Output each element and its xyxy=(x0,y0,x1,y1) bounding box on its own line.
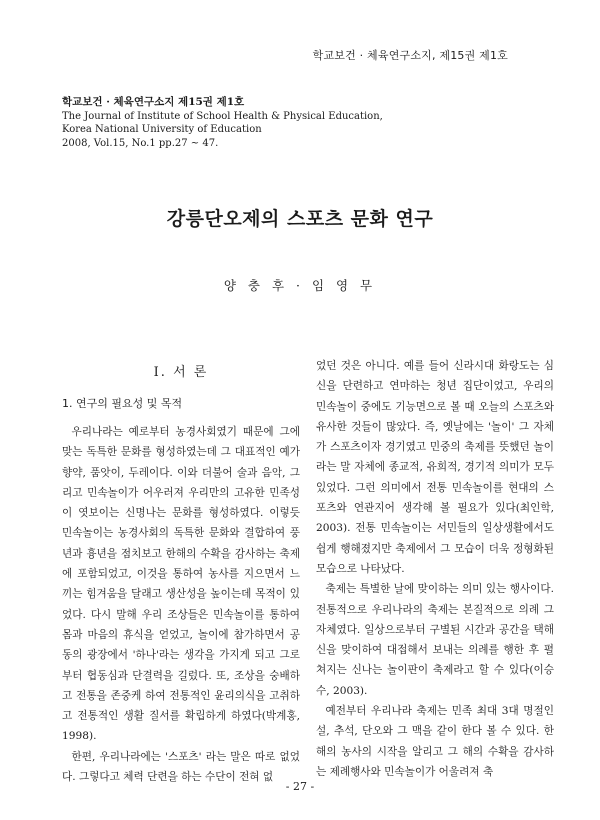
running-header: 학교보건 · 체육연구소지, 제15권 제1호 xyxy=(312,49,508,62)
journal-citation: 2008, Vol.15, No.1 pp.27 ~ 47. xyxy=(62,137,219,149)
right-column xyxy=(316,356,554,782)
body-paragraph: 었던 것은 아니다. 예를 들어 신라시대 화랑도는 심신을 단련하고 연마하는 청년 집단이었고, 우리의 민속놀이 중에도 기능면으로 볼 때 오늘의 스포츠와 유사한 것들이 많았다. 즉, 옛날에는 '놀이' 그 자체가 스포츠이자 경기였고 민중의 축제를 뜻했던 놀이라는 말 자체에 종교적, 유희적, 경기적 의미가 모두 있었다. 그런 의미에서 전통 민속놀이를 현대의 스포츠와 연관지어 생각해 볼 필요가 있다(최인학, 2003). 전통 민속놀이는 서민들의 일상생활에서도 쉽게 행해졌지만 축제에서 그 모습이 더욱 정형화된 모습으로 나타났다. xyxy=(316,360,554,575)
paper-title: 강릉단오제의 스포츠 문화 연구 xyxy=(166,208,434,230)
page-number: - 27 - xyxy=(285,780,315,793)
journal-english-name: The Journal of Institute of School Health & Physical Education, xyxy=(62,110,383,122)
body-paragraph: 한편, 우리나라에는 '스포츠' 라는 말은 따로 없었다. 그렇다고 체력 단련을 하는 수단이 전혀 없 xyxy=(62,750,300,784)
body-paragraph: 축제는 특별한 날에 맞이하는 의미 있는 행사이다. 전통적으로 우리나라의 축제는 본질적으로 의례 그 자체였다. 일상으로부터 구별된 시간과 공간을 택해 신을 맞이하여 대접해서 보내는 의례를 행한 후 펼쳐지는 신나는 놀이판이 축제라고 할 수 있다(이승수, 2003). xyxy=(316,583,554,697)
subsection-heading: 1. 연구의 필요성 및 목적 xyxy=(62,397,183,410)
journal-info xyxy=(62,96,482,150)
journal-korean-name: 학교보건 · 체육연구소지 제15권 제1호 xyxy=(62,96,245,108)
journal-institution: Korea National University of Education xyxy=(62,124,262,135)
authors: 양 충 후 · 임 영 무 xyxy=(223,278,377,293)
body-paragraph: 예전부터 우리나라 축제는 민족 최대 3대 명절인 설, 추석, 단오와 그 맥을 같이 한다 볼 수 있다. 한 해의 농사의 시작을 알리고 그 해의 수확을 감사하는 제례행사와 민속놀이가 어울려져 축 xyxy=(316,705,554,778)
body-paragraph: 우리나라는 예로부터 농경사회였기 때문에 그에 맞는 독특한 문화를 형성하였는데 그 대표적인 예가 향약, 품앗이, 두레이다. 이와 더불어 술과 음악, 그리고 민속놀이가 어우러져 우리만의 고유한 민족성이 엿보이는 신명나는 문화를 형성하였다. 이렇듯 민속놀이는 농경사회의 독특한 문화와 결합하여 풍년과 흉년을 점치보고 한해의 수확을 감사하는 축제에 포함되었고, 이것을 통하여 농사를 지으면서 느끼는 힘겨움을 달래고 생산성을 높이는데 목적이 있었다. 다시 말해 우리 조상들은 민속놀이를 통하여 몸과 마음의 휴식을 얻었고, 놀이에 참가하면서 공동의 광장에서 '하나'라는 생각을 가지게 되고 그로부터 협동심과 단결력을 길렀다. 또, 조상을 숭배하고 전통을 존중케 하여 전통적인 윤리의식을 고취하고 전통적인 생활 질서를 확립하게 하였다(박계홍, 1998). xyxy=(62,426,300,743)
left-column xyxy=(62,362,300,787)
section-heading: Ⅰ. 서 론 xyxy=(153,365,209,380)
